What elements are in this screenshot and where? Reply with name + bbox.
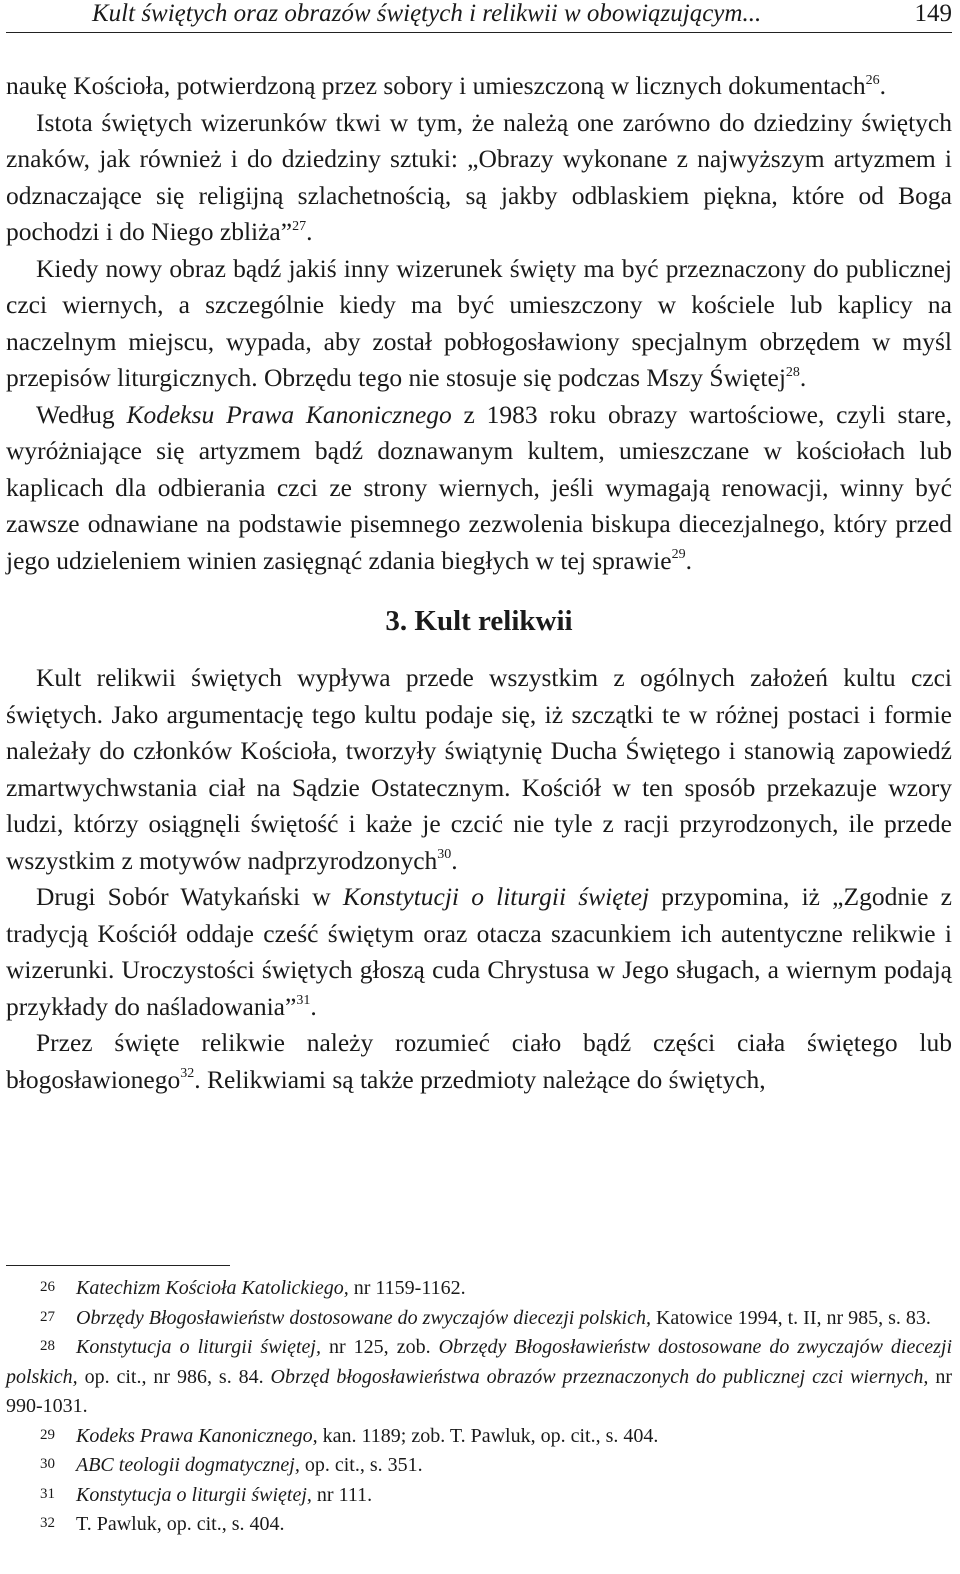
running-title: Kult świętych oraz obrazów świętych i relikwii w obowiązującym... xyxy=(92,0,762,27)
footnote-ref[interactable]: 31 xyxy=(296,993,311,1008)
footnote: 29 Kodeks Prawa Kanonicznego, kan. 1189; zob. T. Pawluk, op. cit., s. 404. xyxy=(6,1422,952,1452)
footnote-ref[interactable]: 28 xyxy=(785,364,800,380)
running-header xyxy=(6,0,952,33)
paragraph: Kiedy nowy obraz bądź jakiś inny wizerunek święty ma być przeznaczony do publicznej czci wiernych, a szczególnie kiedy ma być umieszczony w kościele lub kaplicy na naczelnym miejscu, wypada, aby został pobłogosławiony specjalnym obrzędem w myśl przepisów liturgicznych. Obrzędu tego nie stosuje się podczas Mszy Świętej$^{28}$. xyxy=(6,253,952,392)
footnote-ref[interactable]: 29 xyxy=(671,547,686,562)
footnote: 32 T. Pawluk, op. cit., s. 404. xyxy=(6,1510,952,1540)
footnote-number: 29 xyxy=(40,1426,55,1443)
footnote-ref[interactable]: 27 xyxy=(292,218,307,234)
footnotes xyxy=(6,1274,952,1540)
footnote: 26 Katechizm Kościoła Katolickiego, nr 1159-1162. xyxy=(6,1274,952,1304)
footnote-ref[interactable]: 26 xyxy=(865,72,880,88)
paragraph: naukę Kościoła, potwierdzoną przez sobory i umieszczoną w licznych dokumentach$^{26}$. xyxy=(6,71,886,100)
footnote: 31 Konstytucja o liturgii świętej, nr 111. xyxy=(6,1481,952,1511)
paragraph: Przez święte relikwie należy rozumieć ciało bądź części ciała świętego lub błogosławionego$^{32}$. Relikwiami są także przedmioty należące do świętych, xyxy=(6,1028,952,1094)
title-reference: Kodeksu Prawa Kanonicznego xyxy=(126,399,452,429)
footnote-separator xyxy=(6,1265,230,1266)
footnote: 28 Konstytucja o liturgii świętej, nr 125, zob. Obrzędy Błogosławieństw dostosowane do zwyczajów diecezji polskich, op. cit., nr 986, s. 84. Obrzęd błogosławieństwa obrazów przeznaczonych do publicznej czci wiernych, nr 990-1031. xyxy=(6,1333,952,1422)
paragraph: Istota świętych wizerunków tkwi w tym, że należą one zarówno do dziedziny świętych znaków, jak również i do dziedziny sztuki: „Obrazy wykonane z najwyższym artyzmem i odznaczające się religijną szlachetnością, są jakby odblaskiem piękna, które od Boga pochodzi i do Niego zbliża”$^{27}$. xyxy=(6,107,952,246)
footnote: 30 ABC teologii dogmatycznej, op. cit., s. 351. xyxy=(6,1451,952,1481)
footnote-number: 32 xyxy=(40,1515,55,1531)
paragraph: Kult relikwii świętych wypływa przede wszystkim z ogólnych założeń kultu czci świętych. Jako argumentację tego kultu podaje się, iż szczątki te w różnej postaci i formie należały do członków Kościoła, tworzyły świątynię Ducha Świętego i stanowią zapowiedź zmartwychwstania ciał na Sądzie Ostatecznym. Kościół w ten sposób przekazuje wzory ludzi, którzy osiągnęli świętość i każe je czcić nie tyle z racji przyrodzonych, ile przede wszystkim z motywów nadprzyrodzonych$^{30}$. xyxy=(6,663,952,875)
section-heading: 3. Kult relikwii xyxy=(385,605,573,637)
footnote-number: 30 xyxy=(40,1456,55,1472)
title-reference: Konstytucji o liturgii świętej xyxy=(342,882,650,911)
paragraph: Według Kodeksu Prawa Kanonicznego z 1983 roku obrazy wartościowe, czyli stare, wyróżniające się artyzmem bądź doznawanym kultem, umieszczane w kościołach lub kaplicach dla odbierania czci ze strony wiernych, jeśli wymagają renowacji, winny być zawsze odnawiane na podstawie pisemnego zezwolenia biskupa diecezjalnego, który przed jego udzieleniem winien zasięgnąć zdania biegłych w tej sprawie$^{29}$. xyxy=(6,399,952,575)
footnote-number: 26 xyxy=(40,1279,55,1295)
body-text xyxy=(6,68,952,1098)
footnote: 27 Obrzędy Błogosławieństw dostosowane do zwyczajów diecezji polskich, Katowice 1994, t. II, nr 985, s. 83. xyxy=(6,1304,952,1334)
page-number: 149 xyxy=(914,0,952,27)
paragraph: Drugi Sobór Watykański w Konstytucji o liturgii świętej przypomina, iż „Zgodnie z tradycją Kościół oddaje cześć świętym oraz otacza szacunkiem ich autentyczne relikwie i wizerunki. Uroczystości świętych głoszą cuda Chrystusa w Jego sługach, a wiernym podają przykłady do naśladowania”$^{31}$. xyxy=(6,882,952,1021)
footnote-ref[interactable]: 32 xyxy=(180,1066,195,1081)
footnote-number: 28 xyxy=(40,1338,55,1354)
footnote-number: 31 xyxy=(40,1485,55,1502)
footnote-ref[interactable]: 30 xyxy=(437,847,452,862)
footnote-number: 27 xyxy=(40,1308,55,1325)
